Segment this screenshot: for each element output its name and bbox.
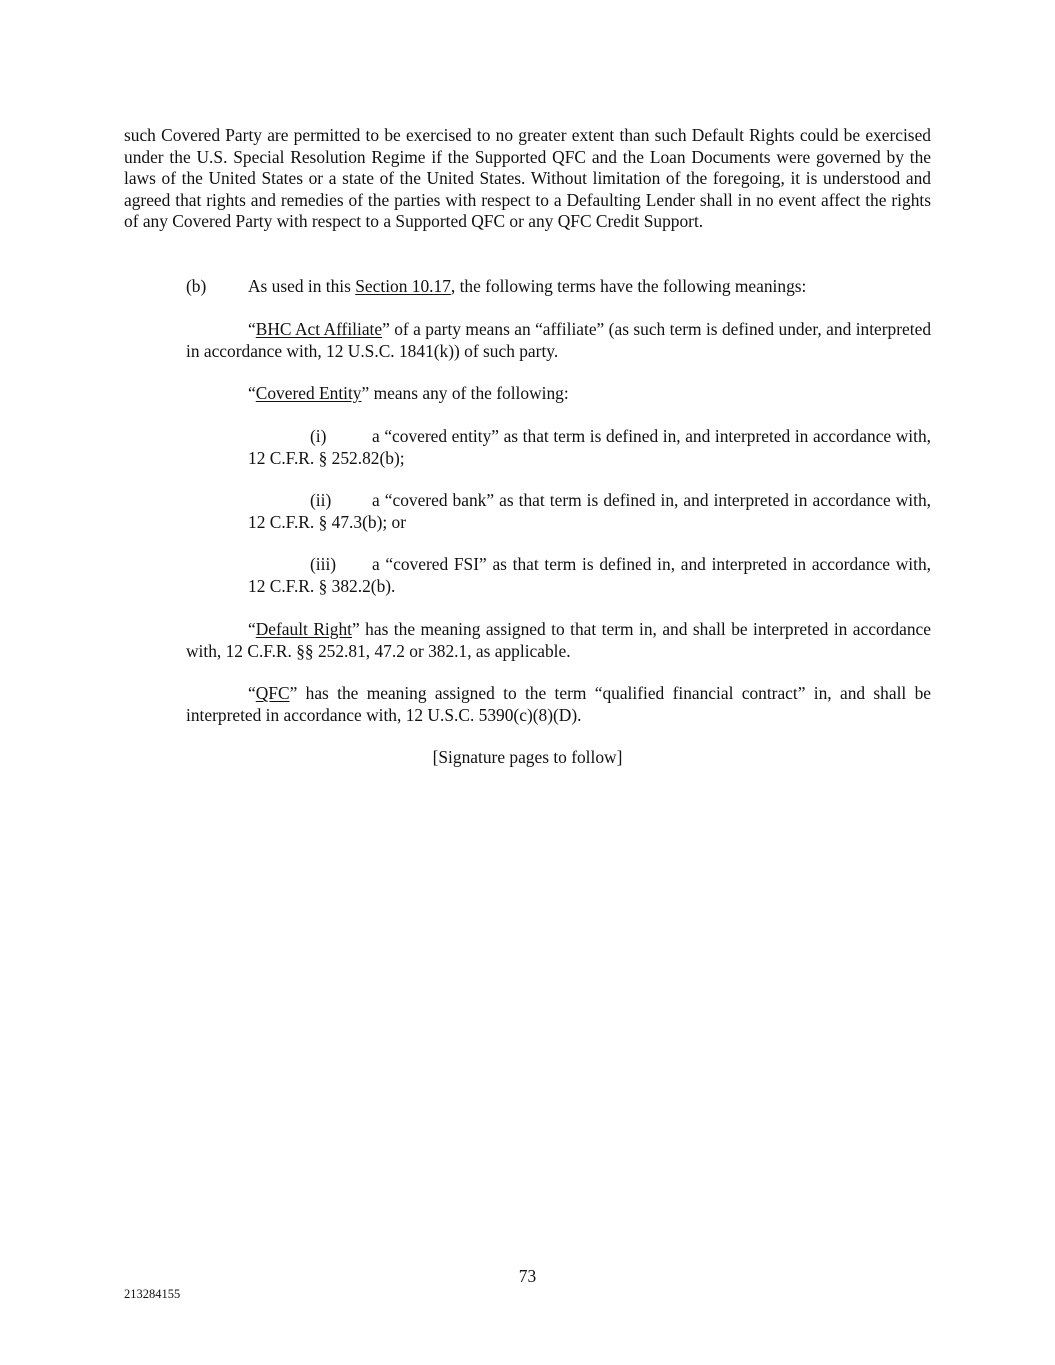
definition-default-right xyxy=(186,619,931,662)
list-item xyxy=(248,426,931,469)
item-number: (iii) xyxy=(310,554,337,574)
item-text: a “covered entity” as that term is defined in, and interpreted in accordance with, 12 C.F.R. § 252.82(b); xyxy=(248,426,931,468)
defined-term: Covered Entity xyxy=(255,383,362,403)
document-id: 213284155 xyxy=(124,1287,181,1301)
open-quote: “ xyxy=(248,383,256,403)
definition-text: ” has the meaning assigned to that term in, and shall be interpreted in accordance with, 12 C.F.R. §§ 252.81, 47.2 or 382.1, as applicable. xyxy=(186,619,931,661)
defined-term: BHC Act Affiliate xyxy=(255,319,383,339)
open-quote: “ xyxy=(248,319,256,339)
defined-term: QFC xyxy=(255,683,290,703)
intro-paragraph: such Covered Party are permitted to be exercised to no greater extent than such Default Rights could be exercised under the U.S. Special Resolution Regime if the Supported QFC and the Loan Documents were governed by the laws of the United States or a state of the United States. Without limitation of the foregoing, it is understood and agreed that rights and remedies of the parties with respect to a Defaulting Lender shall in no event affect the rights of any Covered Party with respect to a Supported QFC or any QFC Credit Support. xyxy=(124,125,931,231)
definition-text: ” of a party means an “affiliate” (as such term is defined under, and interpreted in accordance with, 12 U.S.C. 1841(k)) of such party. xyxy=(186,319,932,361)
definition-bhc-act-affiliate xyxy=(186,319,931,362)
list-item xyxy=(248,554,931,597)
definition-qfc xyxy=(186,683,931,726)
item-number: (ii) xyxy=(310,490,332,510)
clause-b-pre: As used in this xyxy=(248,276,356,296)
defined-term: Default Right xyxy=(255,619,352,639)
signature-note: [Signature pages to follow] xyxy=(432,747,623,767)
open-quote: “ xyxy=(248,619,256,639)
definition-covered-entity xyxy=(186,383,931,405)
definition-text: ” means any of the following: xyxy=(361,383,569,403)
section-reference: Section 10.17 xyxy=(355,276,451,296)
item-text: a “covered FSI” as that term is defined in, and interpreted in accordance with, 12 C.F.R. § 382.2(b). xyxy=(248,554,931,596)
list-item xyxy=(248,490,931,533)
definition-text: ” has the meaning assigned to the term “qualified financial contract” in, and shall be interpreted in accordance with, 12 U.S.C. 5390(c)(8)(D). xyxy=(186,683,931,725)
page-number: 73 xyxy=(518,1266,537,1286)
clause-b-label: (b) xyxy=(186,276,207,296)
item-number: (i) xyxy=(310,426,327,446)
open-quote: “ xyxy=(248,683,256,703)
clause-b xyxy=(186,276,806,298)
clause-b-post: , the following terms have the following meanings: xyxy=(450,276,807,296)
item-text: a “covered bank” as that term is defined in, and interpreted in accordance with, 12 C.F.R. § 47.3(b); or xyxy=(248,490,931,532)
